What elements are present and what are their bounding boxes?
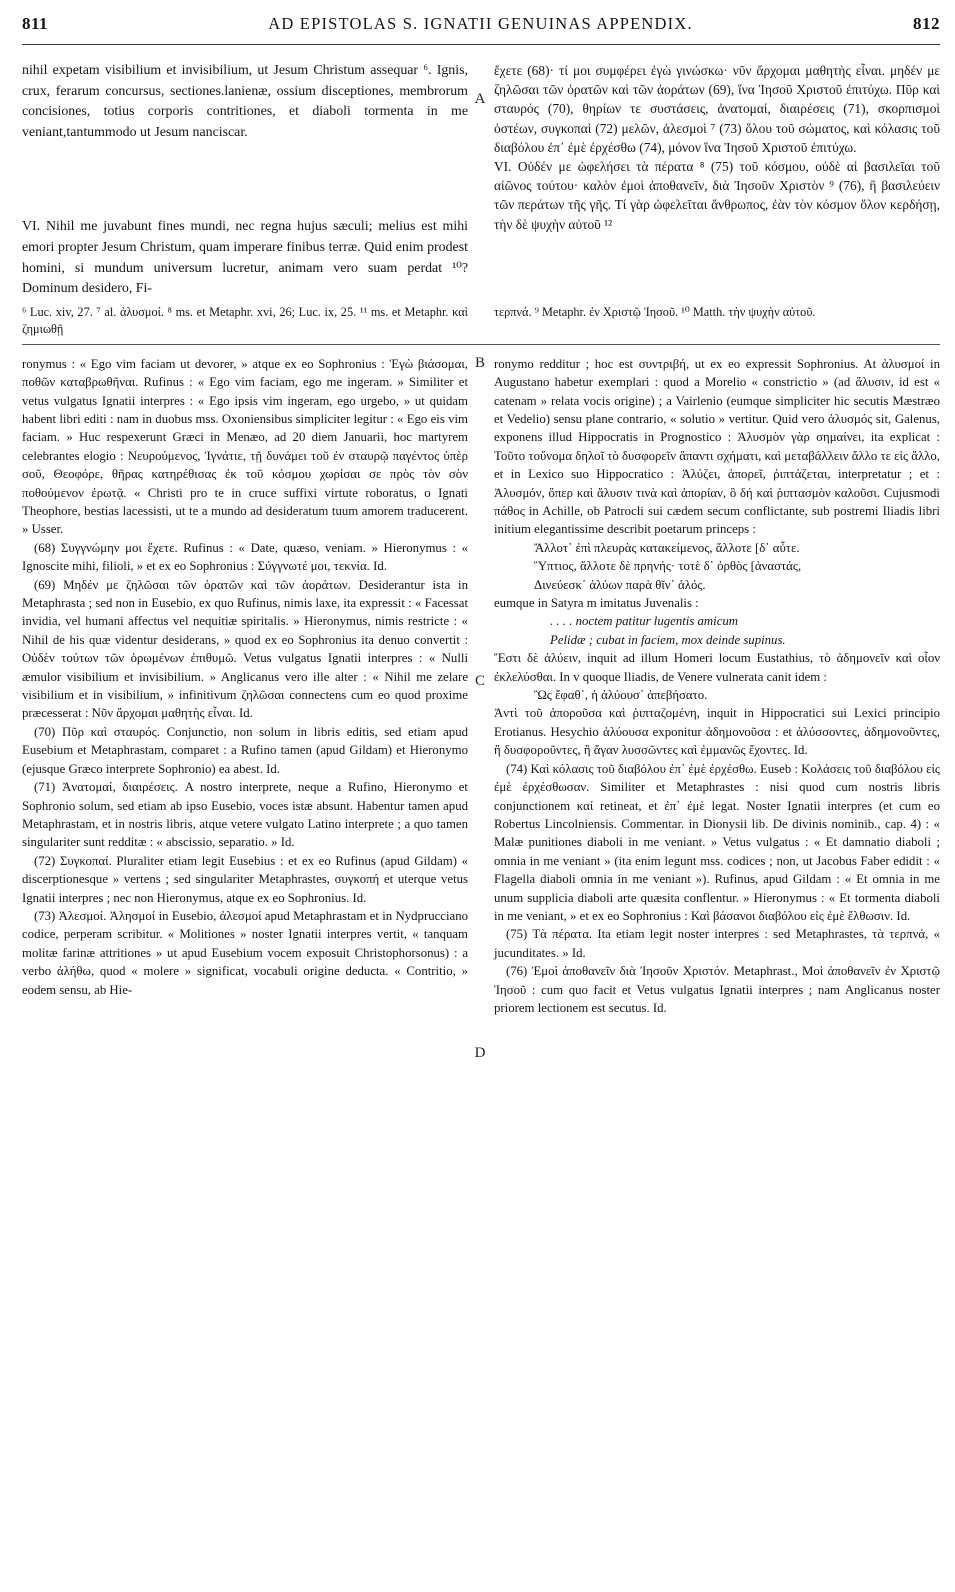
margin-letter-a: A [474, 91, 486, 107]
greek-paragraph-1: ἔχετε (68)· τί μοι συμφέρει ἐγὼ γινώσκω· νῦν ἄρχομαι μαθητὴς εἶναι. μηδέν με ζηλῶσαι τῶν ὁρατῶν καὶ τῶν ἀοράτων (69), ἵνα Ἰησοῦ Χριστοῦ ἐπιτύχω. Πῦρ καὶ σταυρός (70), θηρίων τε συστάσεις, ἀνατομαί, διαιρέσεις (71), σκορπισμοὶ ὀστέων, συγκοπαὶ (72) μελῶν, ἀλεσμοὶ ⁷ (73) ὅλου τοῦ σώματος, καὶ κόλασις τοῦ διαβόλου ἐπ᾽ ἐμὲ ἐρχέσθω (74), μόνον ἵνα Ἰησοῦ Χριστοῦ ἐπιτύχω. [494, 63, 940, 155]
page-number-right: 812 [912, 14, 940, 33]
commentary-note-76: (76) Ἐμοὶ ἀποθανεῖν διὰ Ἰησοῦν Χριστόν. Metaphrast., Μοὶ ἀποθανεῖν ἐν Χριστῷ Ἰησοῦ : cum quo facit et Vetus vulgatus Ignatii interpres ; nam Anglicanus noster priorem lectionem est secutus. Id. [494, 964, 940, 1015]
juvenal-verse-1: . . . . noctem patitur lugentis amicum [550, 614, 739, 629]
footnotes-left: ⁶ Luc. xiv, 27. ⁷ al. ἀλυσμοί. ⁸ ms. et Metaphr. xvi, 26; Luc. ix, 25. ¹¹ ms. et Metaphr. καὶ ζημιωθῇ [22, 304, 468, 336]
commentary-left-column [22, 355, 468, 1018]
commentary-note-74: (74) Καὶ κόλασις τοῦ διαβόλου ἐπ᾽ ἐμὲ ἐρχέσθω. Euseb : Κολάσεις τοῦ διαβόλου εἰς ἐμὲ ἐρχέσθωσαν. Similiter et Metaphrastes : nisi quod cum nostris libris conjunctionem καί retineat, et ἐπ᾽ ἐμὲ legat. Noster Ignatii interpres (et cum eo Robertus Lincolniensis. Commentar. in Dionysii lib. De divinis nominib., cap. 4) : « Malæ punitiones diaboli in me veniant. » Vetus vulgatus : « Et damnatio diaboli ; omnia in me veniant » (ita enim legunt mss. codices ; non, ut Jacobus Faber edidit : « Flagella diaboli omnia in me veniant »). Rufinus, apud Gildam : « Et omnia in me unum supplicia diaboli arte quæsita conflentur. » Hieronymus : « Et tormenta diaboli in me veniant, » et ex eo Sophronius : Καὶ βάσανοι διαβόλου εἰς ἐμὲ ἔλθωσιν. Id. [494, 761, 940, 923]
greek-column [494, 61, 940, 300]
commentary-note-75: (75) Τὰ πέρατα. Ita etiam legit noster interpres : sed Metaphrastes, τὰ τερπνά, « jucunditates. » Id. [494, 927, 940, 960]
homer-verse-1: Ἄλλοτ᾽ ἐπὶ πλευρὰς κατακείμενος, ἄλλοτε [δ᾽ αὖτε. [534, 540, 800, 555]
margin-letter-c: C [474, 672, 485, 689]
eustathius-note: Ἔστι δὲ ἀλύειν, inquit ad illum Homeri locum Eustathius, τὸ ἀδημονεῖν καὶ οἷον ἐκλελύσθαι. In v quoque Iliadis, de Venere vulnerata canit idem : [494, 651, 940, 684]
latin-paragraph-1: nihil expetam visibilium et invisibilium, ut Jesum Christum assequar ⁶. Ignis, crux, ferarum concursus, sectiones.lanienæ, ossium disceptiones, membrorum concisiones, totius corporis contritiones, et diaboli tormenta in me veniant,tantummodo ut Jesum nanciscar. [22, 63, 468, 140]
commentary-note-continued: ronymo redditur ; hoc est συντριβή, ut ex eo expressit Sophronius. At ἀλυσμοί in Augustano habetur exemplari : quod a Morelio « constrictio » (ad ἅλυσιν, id est « catenam » relata vocis origine) ; a Vairlenio (eumque simpliciter hic secutis Mæstræo et Vedelio) sensu plane contrario, « solutio » vertitur. Quid vero ἀλυσμός sit, Galenus, exponens illud Hippocratis in Prognostico : Ἀλυσμὸν γὰρ σημαίνει, ita explicat : Τοῦτο τοὔνομα δηλοῖ τὸ δυσφορεῖν ἅπαντι σχήματι, καὶ μεταβάλλειν ἄλλο τε εἰς ἄλλο, et in Lexico suo Hippocratico : Ἀλύζει, ἀπορεῖ, ῥιπτάζεται, interpretatur ; et : Ἀλυσμόν, ὅπερ καὶ ἄλυσιν τινὰ καὶ ἀπορίαν, ὃ δή καὶ ῥιπτασμὸν καλοῦσι. Cujusmodi πάθος in Achille, ob Patrocli sui cædem secum conflictante, sub postremi Iliadis libri initium elegantissime describit poetarum princeps : [494, 356, 940, 537]
main-text [22, 61, 940, 300]
margin-letter-b: B [474, 354, 485, 371]
footnote-divider [22, 344, 940, 345]
latin-paragraph-2: VI. Nihil me juvabunt fines mundi, nec regna hujus sæculi; melius est mihi emori propter Jesum Christum, quam imperare finibus terræ. Quid enim prodest homini, si mundum universum lucretur, animam vero suam perdat ¹⁰? Dominum desidero, Fi- [22, 219, 468, 297]
running-header [22, 14, 940, 45]
erotianus-note: Ἀντὶ τοῦ ἀποροῦσα καὶ ῥιπταζομένη, inquit in Hippocratici sui Lexici principio Erotianus. Hesychio ἀλύουσα exponitur ἀδημονοῦσα : et ἀλύσσοντες, ἀδημονοῦντες, ἢ δυσφοροῦντες, ἢ ἄγαν λυσσῶντες καὶ ἐμμανῶς ἔχοντες. Id. [494, 706, 940, 758]
juvenal-intro: eumque in Satyra m imitatus Juvenalis : [494, 596, 699, 611]
commentary-note-68: (68) Συγγνώμην μοι ἔχετε. Rufinus : « Date, quæso, veniam. » Hieronymus : « Ignoscite mihi, filioli, » et ex eo Sophronius : Σύγγνωτέ μοι, τεκνία. Id. [22, 540, 468, 574]
page-number-left: 811 [22, 14, 49, 33]
commentary [22, 354, 940, 1061]
commentary-note-69: (69) Μηδέν με ζηλῶσαι τῶν ὁρατῶν καὶ τῶν ἀοράτων. Desiderantur ista in Metaphrasta ; sed non in Eusebio, ex quo Rufinus, nimis laxe, ita expressit : « Facessat invidia, vel humani affectus vel nequitiæ spiritalis. » Hieronymus, nimis restricte : « Nihil de his quæ videntur desiderans, » quod ex eo Sophronius ita denuo convertit : Οὐδὲν τούτων τῶν ὁρωμένων ἐπιθυμῶ. Vetus vulgatus Ignatii interpres : « Nulli æmulor visibilium et invisibilium. » Anglicanus vero ille alter : « Nihil me zelare visibilium et in visibilium, » infinitivum ζηλῶσαι connectens cum eo quod proxime præcesserat : Νῦν ἄρχομαι μαθητὴς εἶναι. Id. [22, 577, 468, 721]
running-title: AD EPISTOLAS S. IGNATII GENUINAS APPENDIX. [268, 14, 693, 33]
commentary-note: ronymus : « Ego vim faciam ut devorer, » atque ex eo Sophronius : Ἐγὼ βιάσομαι, ποθῶν καταβρωθῆναι. Rufinus : « Ego vim faciam, ego me ingeram. » Similiter et vetus vulgatus Ignatii interpres : « Ego ipsis vim ingeram, ego urgebo, » ut quidam habent libri editi : nam in duobus mss. Oxoniensibus simpliciter legitur : « Ego eis vim faciam. » Huc respexerunt Græci in Menæo, ad 20 diem Januarii, hoc martyrem celebrantes elogio : Νευρούμενος, Ἰγνάτιε, τῇ δυνάμει τοῦ ἐν σταυρῷ παγέντος ὑπὲρ σοῦ, Θεοφόρε, θῆρας κατηρέθισας ἐκ τοῦ κόσμου χωρίσαι σε πρὸς τὸν σὸν ποθούμενον ἐρωτᾷ. « Christi pro te in cruce suffixi virtute roboratus, o Ignati Theophore, bestias lacessisti, ut te a mundo ad desideratum tuum amorem traducerent. » Usser. [22, 356, 468, 537]
homer-verse-2: Ὕπτιος, ἄλλοτε δὲ πρηνής· τοτὲ δ᾽ ὀρθὸς [ἀναστάς, [534, 559, 802, 574]
iliad-verse: Ὣς ἔφαθ᾽, ἡ ἀλύουσ᾽ ἀπεβήσατο. [534, 688, 708, 703]
latin-column [22, 61, 468, 300]
commentary-note-73: (73) Ἀλεσμοί. Ἀλησμοί in Eusebio, ἀλεσμοί apud Metaphrastam et in Nydprucciano codice, perperam scribitur. « Molitiones » noster Ignatii interpres vertit, « tanquam molitæ farinæ attritiones » ut apud Eusebium vocem exposuit Christophorsonus) : a verbo ἀλήθω, quod « molere » significat, vocabuli origine deducta. « Contritio, » eodem sensu, ab Hie- [22, 908, 468, 997]
homer-verse-3: Δινεύεσκ᾽ ἀλύων παρὰ θῖν᾽ ἁλός. [534, 577, 706, 592]
footnotes [22, 300, 940, 338]
page [22, 14, 940, 1584]
greek-paragraph-2: VI. Οὐδέν με ὠφελήσει τὰ πέρατα ⁸ (75) τοῦ κόσμου, οὐδὲ αἱ βασιλεῖαι τοῦ αἰῶνος τούτου· καλὸν ἐμοὶ ἀποθανεῖν, διὰ Ἰησοῦν Χριστὸν ⁹ (76), ἢ βασιλεύειν τῶν περάτων τῆς γῆς. Τί γὰρ ὠφελεῖται ἄνθρωπος, ἐὰν τὸν κόσμον ὅλον κερδήσῃ, τὴν δὲ ψυχὴν αὐτοῦ ¹² [494, 159, 940, 232]
commentary-note-72: (72) Συγκοπαί. Pluraliter etiam legit Eusebius : et ex eo Rufinus (apud Gildam) « discerptionesque » vertens ; sed singulariter Metaphrastes, συγκοπή et uterque vetus Ignatii interpres ; nec non Hieronymus, atque ex eo Sophronius. Id. [22, 853, 468, 905]
margin-letter-d: D [474, 1044, 486, 1061]
commentary-right-column [494, 355, 940, 1018]
juvenal-verse-2: Pelidæ ; cubat in faciem, mox deinde supinus. [550, 632, 786, 647]
footnotes-right: τερπνά. ⁹ Metaphr. ἐν Χριστῷ Ἰησοῦ. ¹⁰ Matth. τὴν ψυχὴν αὐτοῦ. [494, 304, 816, 319]
commentary-note-70: (70) Πῦρ καὶ σταυρός. Conjunctio, non solum in libris editis, sed etiam apud Eusebium et Metaphrastam, comparet : a Rufino tamen (apud Gildam) et Hieronymo (ejusque Græco interprete Sophronio) ea abest. Id. [22, 724, 468, 776]
commentary-note-71: (71) Ἀνατομαί, διαιρέσεις. A nostro interprete, neque a Rufino, Hieronymo et Sophronio solum, sed etiam ab ipso Eusebio, voces istæ absunt. Habentur tamen apud Metaphrastam, et in nostris libris, atque vetere vulgato Latino interprete ; a quo tamen singulariter sunt redditæ : « abscissio, separatio. » Id. [22, 780, 468, 850]
